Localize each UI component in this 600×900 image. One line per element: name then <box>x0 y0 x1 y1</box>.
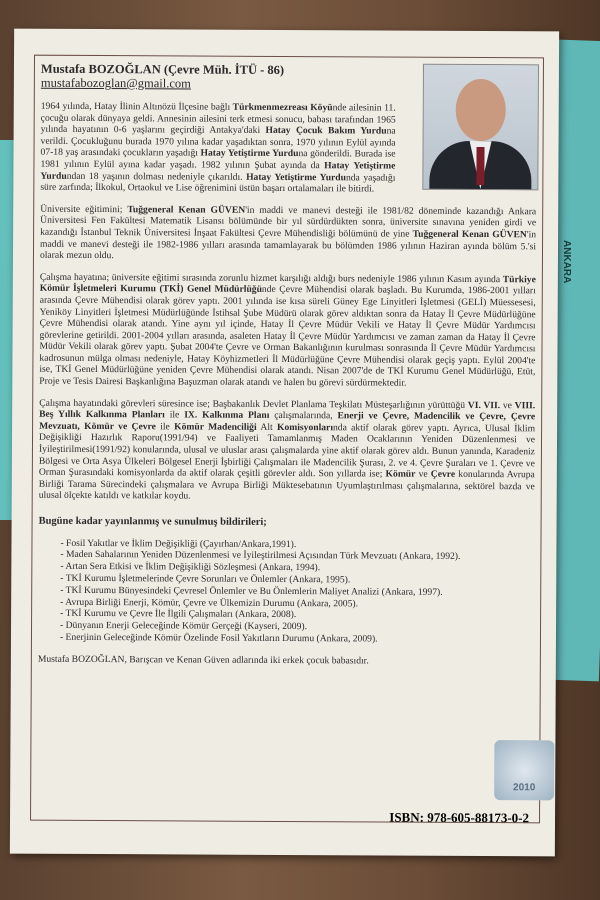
publications-heading: Bugüne kadar yayınlanmış ve sunulmuş bildirileri; <box>38 515 267 528</box>
text: 1964 yılında, Hatay İlinin Altınözü İlçesine bağlı <box>40 100 233 113</box>
isbn: ISBN: 978-605-88173-0-2 <box>389 809 530 826</box>
text: na verildi. Çocukluğunu burada 1970 yılına kadar yaşadıktan sonra, 1970 yılının Eylül ayında 07-18 yaş arasındaki çocukların yaşadığı <box>40 125 396 159</box>
book-back-cover <box>10 29 559 857</box>
bold-text: Enerji ve Çevre, Madencilik ve Çevre, Çevre Mevzuatı, Kömür ve Çevre <box>39 410 536 433</box>
bold-text: Hatay Yetiştirme Yurdu <box>246 171 347 183</box>
bold-text: Tuğgeneral Kenan GÜVEN <box>127 203 246 216</box>
publications-list <box>38 537 535 646</box>
publication-item: - Dünyanın Enerji Geleceğinde Kömür Gerçeği (Kayseri, 2009). <box>60 620 534 634</box>
spine-text: ANKARA <box>561 240 572 284</box>
text: 'in maddi ve manevi desteği ile 1981/82 döneminde kazandığı Ankara Üniversitesi Fen Fakültesi Matematik Lisansı bölümünde bir yıl sürdürdükten sonra, üniversite sınavına yeniden girdi ve kazandığı İstanbul Teknik Üniversitesi İnşaat Fakültesi Çevre Mühendisliği bölümünü de yine <box>40 204 537 240</box>
text: nde Çevre Mühendisi olarak başladı. Bu Kurumda, 1986-2001 yılları arasında Çevre Mühendisi olarak görev yaptı. 2001 yılında ise kısa süreli Güney Ege Linyitleri İşletmesi (GELİ) Müessesesi, Yeniköy Linyitleri İşletmesi Müdürlüğünde İstihsal Şube Müdürü olarak görev aldıktan sonra da Hatay İl Çevre Müdürlüğüne Çevre Mühendisi olarak atandı. Yine aynı yıl içinde, Hatay İl Çevre Müdür Vekili ve Hatay İl Çevre Müdür Yardımcısı görevlerine getirildi. 2001-2004 yılları arasında, asaleten Hatay İl Çevre Müdür Yardımcısı ve zaman zaman da Hatay İl Çevre Müdür Vekili olarak görev yaptı. Şubat 2004'te Çevre ve Orman Bakanlığının kurulması sonrasında İl Çevre Müdür Yardımcısı kadrosunun mülga olması nedeniyle, Hatay Köyhizmetleri İl Müdürlüğüne Çevre Mühendisi olarak geçiş yaptı. Eylül 2004'te ise, TKİ Genel Müdürlüğüne yeniden Çevre Mühendisi olarak atandı. Nisan 2007'de de TKİ Kurumu Genel Müdürlüğü, Etüt, Proje ve Tesis Dairesi Başkanlığına Başuzman olarak atandı ve halen bu görevi sürdürmektedir. <box>39 284 536 389</box>
bold-text: Kömür Madenciliği <box>174 421 257 433</box>
bold-text: Kömür <box>385 468 416 480</box>
biography-paragraph <box>39 271 536 390</box>
text: ile <box>164 409 185 421</box>
text: ndan 18 yaşının dolması nedeniyle çıkarıldı. <box>66 170 247 183</box>
bold-text: VI. VII. <box>467 399 501 411</box>
text: Alt <box>256 421 278 433</box>
text: nda aktif olarak görev yaptı. Ayrıca, Ulusal İklim Değişikliği Hazırlık Raporu(1991/94) ve Faaliyeti Tamamlanmış Maden Ocaklarının Yeniden Düzenlenmesi ve İyileştirilmesi(1991/92) konularında, ulusal ve uluslar arası çalışmalarda yine aktif olarak görev aldı. Bunun yanında, Karadeniz Bölgesi ve Orta Asya Ülkeleri Bölgesel Enerji İşbirliği Çalışmaları ile Madencilik Şurası, 2. ve 4. Çevre Şuraları ve 1. Çevre ve Orman Şurasındaki komisyonlarda da aktif olarak çeşitli görevler aldı. Son yıllarda ise; <box>38 422 536 480</box>
text: ve <box>500 399 515 411</box>
publication-item: - TKİ Kurumu ve Çevre İle İlgili Çalışmaları (Ankara, 2008). <box>60 608 534 622</box>
text: na gönderildi. Burada ise 1981 yılının Eylül ayına kadar yaşadı. 1982 yılının Şubat ayında da <box>40 148 396 172</box>
text: Çalışma hayatına; üniversite eğitimi sırasında zorunlu hizmet karşılığı aldığı burs nedeniyle 1986 yılının Kasım ayında <box>39 271 503 285</box>
bold-text: Hatay Yetiştirme Yurdu <box>200 147 299 160</box>
biography-paragraph <box>39 397 536 504</box>
publication-item: - Maden Sahalarının Yeniden Düzenlenmesi ve İyileştirilmesi Açısından Türk Mevzuatı (Ankara, 1992). <box>60 549 534 563</box>
text: nda yaşadığı süre zarfında; İlkokul, Ortaokul ve Lise öğrenimini üstün başarı ortalamaları ile bitirdi. <box>40 171 396 195</box>
text: 'in maddi ve manevi desteği ile 1982-1986 yılları arasında tamamlayarak bu bölümden 1986 yılının Haziran ayında bölüm 5.'si olarak mezun oldu. <box>39 229 537 262</box>
publication-item: - Enerjinin Geleceğinde Kömür Özelinde Fosil Yakıtların Durumu (Ankara, 2009). <box>60 632 534 646</box>
text: nde ailesinin 11. çocuğu olarak dünyaya geldi. Annesinin ailesini terk etmesi sonucu, babası tarafından 1965 yılında hayatının 0-6 yaşlarını geçirdiği Antakya'daki <box>40 102 396 137</box>
publication-item: - Artan Sera Etkisi ve İklim Değişikliği Sözleşmesi (Ankara, 1994). <box>60 561 534 575</box>
bold-text: IX. Kalkınma Planı <box>184 409 270 422</box>
text: konularında Avrupa Birliği Tarama Sürecindeki çalışmalara ve Avrupa Birliği Müktesebatının Uyumlaştırılması çalışmalarına, sektörel bazda ve ulusal ölçekte katıldı ve katkılar koydu. <box>38 469 535 502</box>
cover-text <box>38 62 537 668</box>
author-email[interactable]: mustafabozoglan@gmail.com <box>40 75 191 91</box>
bold-text: Hatay Çocuk Bakım Yurdu <box>265 125 387 137</box>
biography <box>39 101 537 505</box>
text: çalışmalarında, <box>269 410 338 422</box>
author-name: Mustafa BOZOĞLAN (Çevre Müh. İTÜ - 86) <box>40 61 285 77</box>
publication-item: - Avrupa Birliği Enerji, Kömür, Çevre ve Ülkemizin Durumu (Ankara, 2005). <box>60 596 534 610</box>
hologram-sticker: 2010 <box>494 740 554 800</box>
bold-text: Türkiye Kömür İşletmeleri Kurumu (TKİ) Genel Müdürlüğü <box>39 273 536 296</box>
bold-text: VIII. Beş Yıllık Kalkınma Planları <box>39 399 536 421</box>
publication-item: - Fosil Yakıtlar ve İklim Değişikliği (Çayırhan/Ankara,1991). <box>60 537 534 551</box>
closing-line: Mustafa BOZOĞLAN, Barışcan ve Kenan Güven adlarında iki erkek çocuk babasıdır. <box>37 653 369 667</box>
bold-text: Komisyonları <box>277 421 334 434</box>
text: ile <box>155 421 175 433</box>
publication-item: - TKİ Kurumu Bünyesindeki Çevresel Önlemler ve Bu Önlemlerin Maliyet Analizi (Ankara, 1997). <box>60 585 534 599</box>
text: Üniversite eğitimini; <box>40 203 128 215</box>
publication-item: - TKİ Kurumu İşletmelerinde Çevre Sorunları ve Önlemler (Ankara, 1995). <box>60 573 534 587</box>
bold-text: Türkmenmezreası Köyü <box>232 101 333 114</box>
text: ve <box>415 468 431 480</box>
biography-paragraph <box>40 101 395 196</box>
bold-text: Çevre <box>430 468 456 481</box>
biography-paragraph <box>40 203 536 264</box>
text: Çalışma hayatındaki görevleri süresince ise; Başbakanlık Devlet Planlama Teşkilatı Müsteşarlığının yürüttüğü <box>39 397 468 411</box>
bold-text: Tuğgeneral Kenan GÜVEN <box>412 228 527 241</box>
cover-frame <box>30 55 544 824</box>
bold-text: Hatay Yetiştirme Yurdu <box>40 160 396 182</box>
